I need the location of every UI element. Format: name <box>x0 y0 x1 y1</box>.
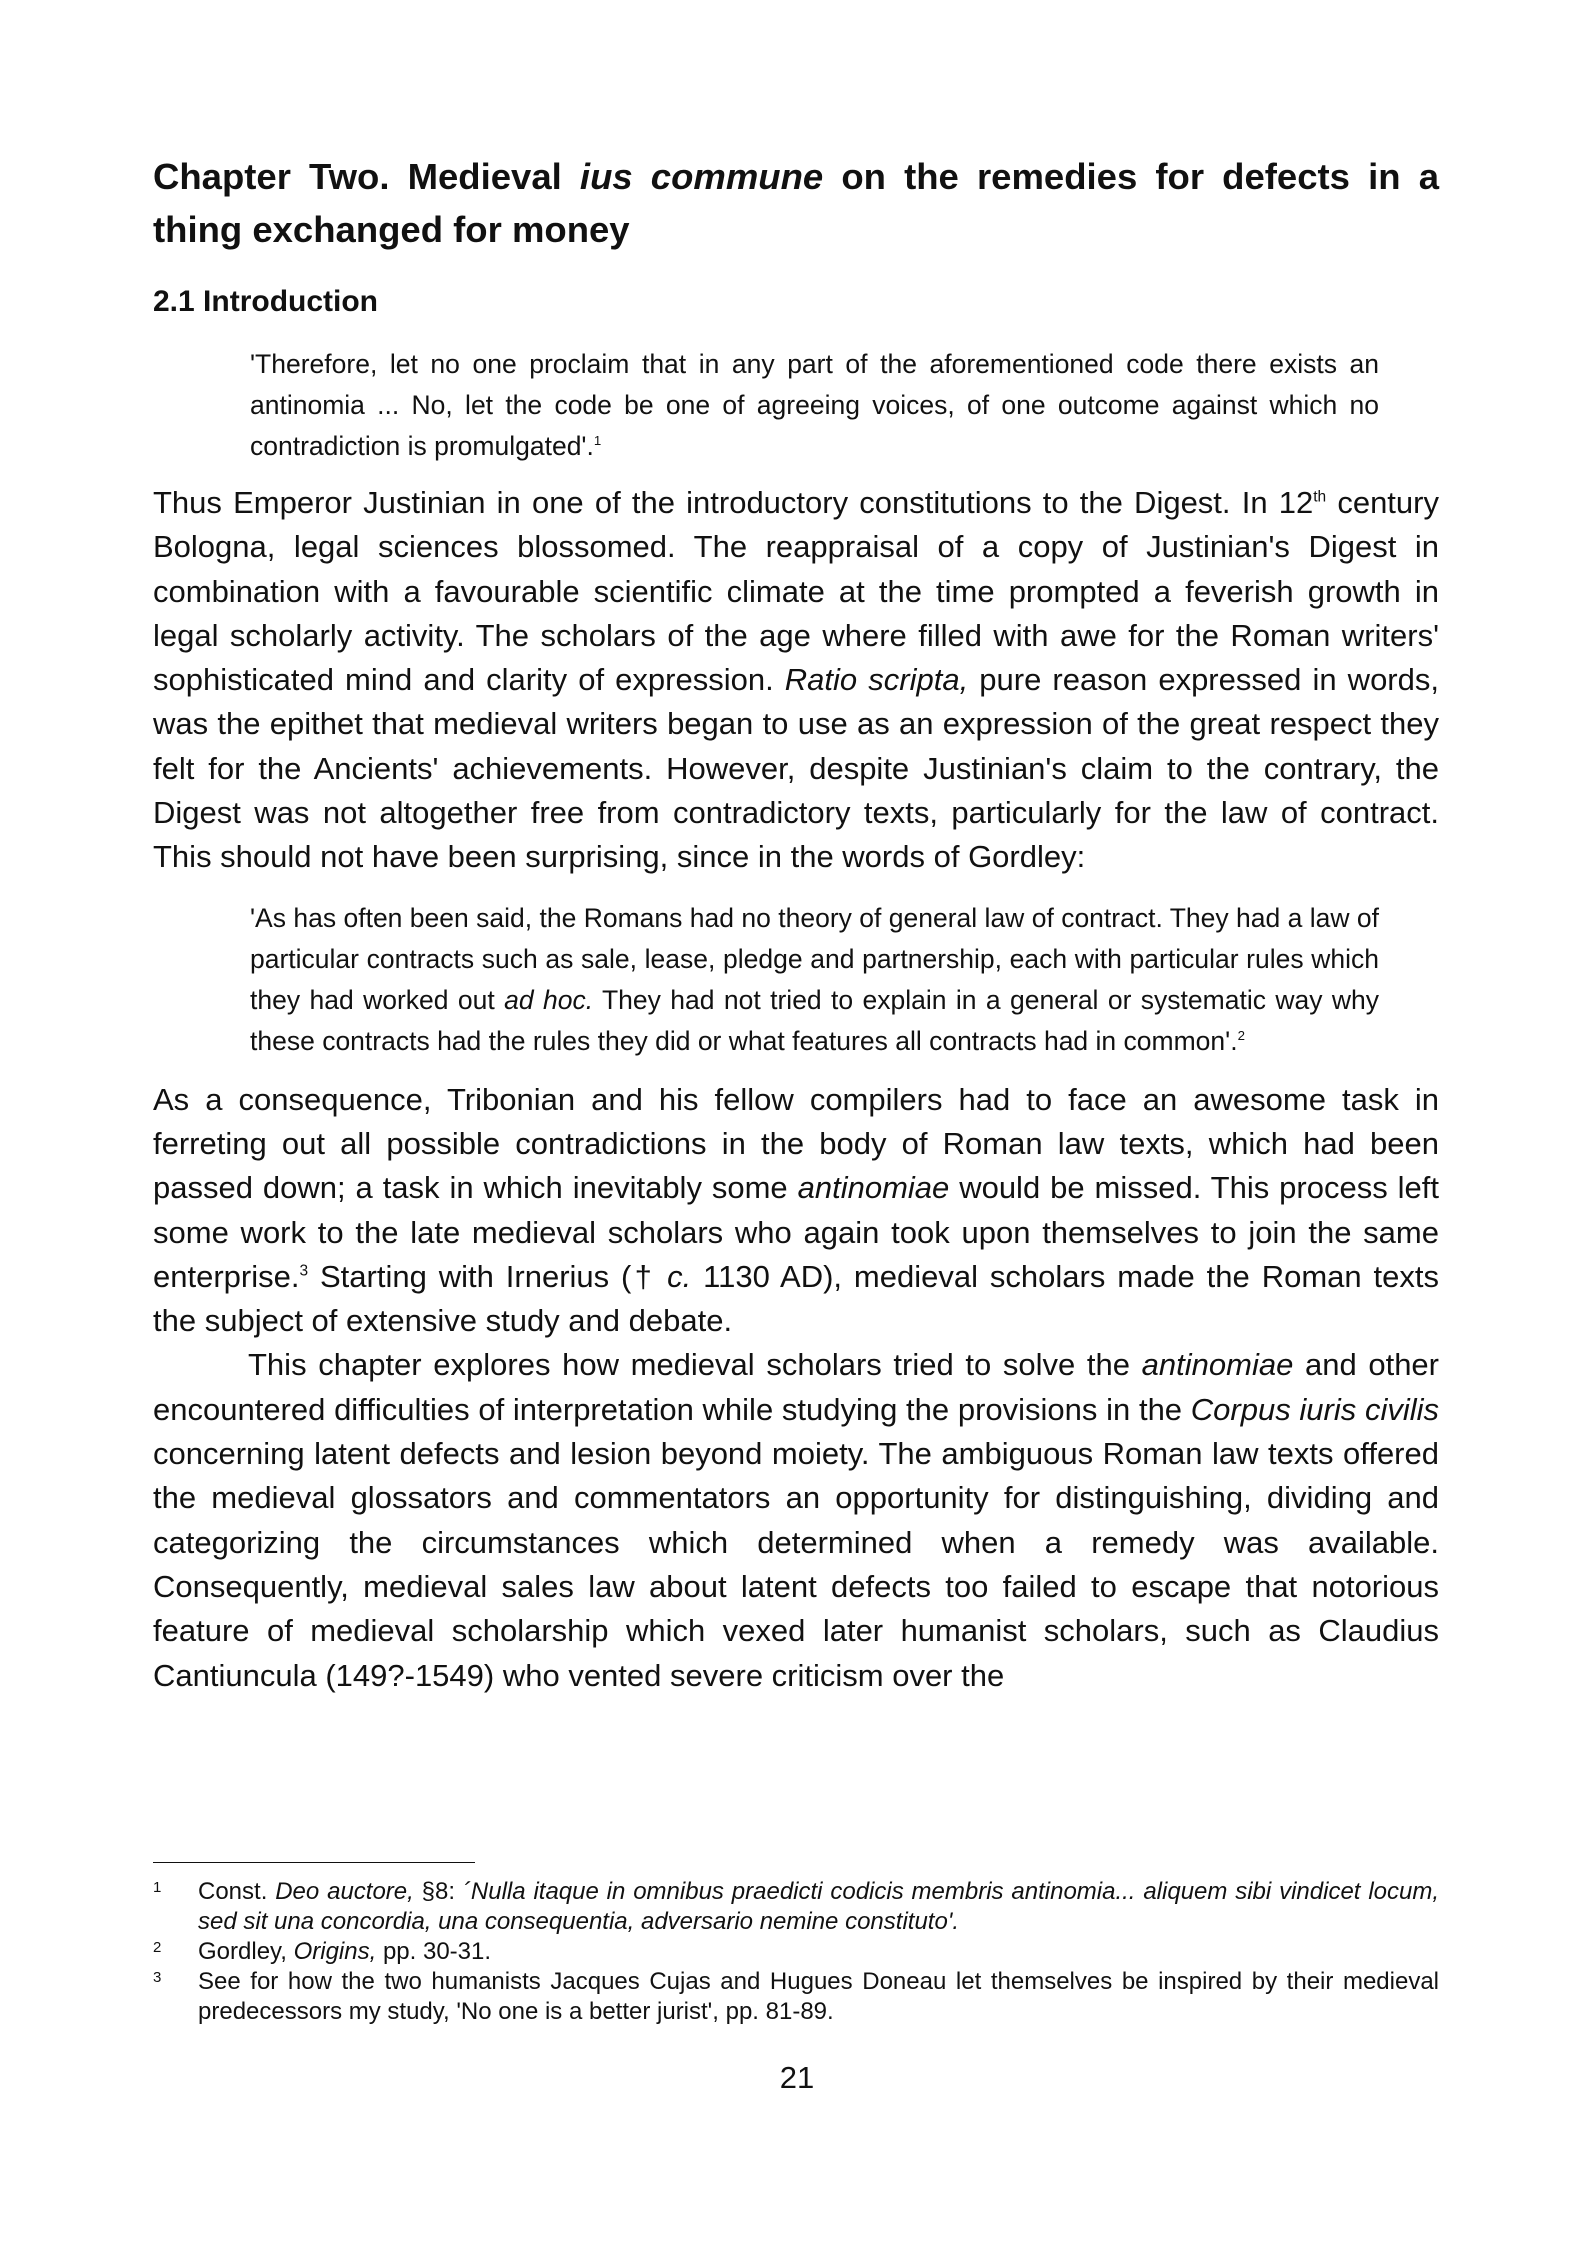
body-paragraph-3: This chapter explores how medieval scholars tried to solve the antinomiae and other encountered difficulties of interpretation while studying the provisions in the Corpus iuris civilis concerning latent defects and lesion beyond moiety. The ambiguous Roman law texts offered the medieval glossators and commentators an opportunity for distinguishing, dividing and categorizing the circumstances which determined when a remedy was available. Consequently, medieval sales law about latent defects too failed to escape that notorious feature of medieval scholarship which vexed later humanist scholars, such as Claudius Cantiuncula (149?-1549) who vented severe criticism over the <box>153 1347 1439 1693</box>
page-number: 21 <box>779 2060 815 2095</box>
footnote-number: 1 <box>153 1879 162 1896</box>
footnote-text: See for how the two humanists Jacques Cujas and Hugues Doneau let themselves be inspired by their medieval predecessors my study, 'No one is a better jurist', pp. 81-89. <box>198 1968 1439 2025</box>
chapter-title-text-end: on the remedies for defects in a thing exchanged for money <box>153 156 1439 250</box>
block-quote-gordley: 'As has often been said, the Romans had no theory of general law of contract. They had a law of particular contracts such as sale, lease, pledge and partnership, each with particular rules which they had worked out ad hoc. They had not tried to explain in a general or systematic way why these contracts had the rules they did or what features all contracts had in common'.$^2$ <box>250 902 1379 1056</box>
footnote-text: Gordley, Origins, pp. 30-31. <box>198 1938 492 1965</box>
chapter-title-text: Chapter Two. Medieval <box>153 156 580 197</box>
chapter-title <box>153 150 1439 256</box>
body-paragraph-2: As a consequence, Tribonian and his fellow compilers had to face an awesome task in ferreting out all possible contradictions in the body of Roman law texts, which had been passed down; a task in which inevitably some antinomiae would be missed. This process left some work to the late medieval scholars who again took upon themselves to join the same enterprise.$^3$ Starting with Irnerius († c. 1130 AD), medieval scholars made the Roman texts the subject of extensive study and debate. <box>153 1081 1439 1339</box>
footnote-ref-3[interactable]: 3 <box>299 1262 309 1280</box>
footnote-text: Const. Deo auctore, §8: ´Nulla itaque in omnibus praedicti codicis membris antinomia... aliquem sibi vindicet locum, sed sit una concordia, una consequentia, adversario nemine constituto'. <box>198 1878 1440 1935</box>
body-paragraph-1: Thus Emperor Justinian in one of the introductory constitutions to the Digest. In 12th century Bologna, legal sciences blossomed. The reappraisal of a copy of Justinian's Digest in combination with a favourable scientific climate at the time prompted a feverish growth in legal scholarly activity. The scholars of the age where filled with awe for the Roman writers' sophisticated mind and clarity of expression. Ratio scripta, pure reason expressed in words, was the epithet that medieval writers began to use as an expression of the great respect they felt for the Ancients' achievements. However, despite Justinian's claim to the contrary, the Digest was not altogether free from contradictory texts, particularly for the law of contract. This should not have been surprising, since in the words of Gordley: <box>153 485 1439 875</box>
chapter-title-italic: ius commune <box>579 156 824 197</box>
section-heading: 2.1 Introduction <box>153 285 378 318</box>
footnote-2 <box>153 1937 1439 1967</box>
footnote-ref-2[interactable]: 2 <box>1237 1027 1245 1043</box>
footnotes-section <box>153 1862 1439 2027</box>
block-quote-justinian: 'Therefore, let no one proclaim that in any part of the aforementioned code there exists an antinomia ... No, let the code be one of agreeing voices, of one outcome against which no contradiction is promulgated'.$^1$ <box>250 349 1379 461</box>
footnote-number: 3 <box>153 1969 162 1986</box>
footnote-1 <box>153 1877 1439 1937</box>
footnote-number: 2 <box>153 1939 162 1956</box>
footnote-divider <box>153 1862 475 1863</box>
footnote-ref-1[interactable]: 1 <box>593 433 602 449</box>
footnote-3 <box>153 1967 1439 2027</box>
